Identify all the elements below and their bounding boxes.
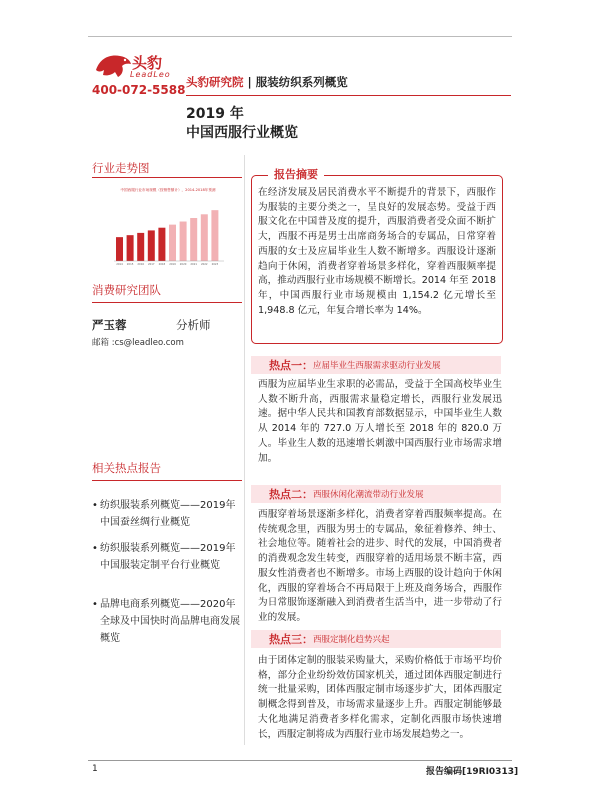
analyst-name: 严玉蓉: [92, 318, 127, 332]
report-year: 2019 年: [186, 106, 244, 122]
chart-tick-label: 2018: [158, 263, 166, 266]
chart-bar: [158, 228, 165, 261]
report-code: 报告编码[19RI0313]: [426, 767, 519, 777]
related-report-item[interactable]: [92, 596, 242, 648]
analyst-role: 分析师: [176, 318, 211, 332]
trend-chart: [92, 183, 232, 273]
header-sep: |: [247, 75, 252, 89]
chart-bar: [127, 235, 134, 261]
sidebar-rule: [92, 177, 242, 178]
page-number: 1: [92, 764, 98, 774]
chart-bar: [201, 214, 208, 261]
related-report-title[interactable]: 纺织服装系列概览——2019年中国服装定制平台行业概览: [100, 543, 236, 571]
hotspot-header: [251, 356, 501, 374]
hotspot-body: 由于团体定制的服装采购量大，采购价格低于市场平均价格，部分企业纷纷效仿国家机关，通过团体西服定制进行统一批量采购，团体西服定制市场逐步扩大，团体西服定制概念得到普及，市场需求量逐步上升。西服定制能够最大化地满足消费者多样化需求，定制化西服市场快速增长，西服定制将成为西服行业市场发展趋势之一。: [258, 655, 502, 740]
summary-label: 报告摘要: [268, 166, 324, 182]
bullet-icon: •: [92, 500, 98, 511]
header-org: 头豹研究院: [186, 75, 244, 89]
chart-bar: [211, 210, 218, 261]
header-line: [186, 74, 348, 90]
chart-tick-label: 2016: [137, 263, 145, 266]
related-report-title[interactable]: 品牌电商系列概览——2020年全球及中国快时尚品牌电商发展概览: [100, 599, 240, 644]
sidebar-team-label: 消费研究团队: [92, 283, 161, 297]
footer-rule: [88, 760, 512, 761]
column-divider: [244, 155, 245, 745]
hotspot-body: 西服为应届毕业生求职的必需品，受益于全国高校毕业生人数不断升高，西服需求量稳定增长，西服行业发展迅速。据中华人民共和国教育部数据显示，中国毕业生人数从 2014 年的 727.0 万人增长至 2018 年的 820.0 万人。毕业生人数的迅速增长刺激中国西服行业市场需求增加。: [258, 379, 502, 464]
hotspot-subtitle: 西服定制化趋势兴起: [313, 635, 390, 645]
hotspot-body: 西服穿着场景逐渐多样化，消费者穿着西服频率提高。在传统观念里，西服为男士的专属品，象征着修养、绅士、社会地位等。随着社会的进步、时代的发展，中国消费者的消费观念发生转变，西服穿着的适用场景不断丰富，西服女性消费者也不断增多。市场上西服的设计趋向于休闲化，西服的穿着场合不再局限于上班及商务场合，西服作为日常服饰逐渐融入到消费者生活当中，进一步带动了行业的发展。: [258, 509, 502, 623]
hotspot-header: [251, 485, 501, 503]
bullet-icon: •: [92, 599, 98, 610]
chart-tick-label: 2015: [126, 263, 134, 266]
hotspot-label: 热点一：: [269, 359, 313, 372]
hotspot-subtitle: 西服休闲化潮流带动行业发展: [313, 490, 424, 500]
top-rule: [88, 36, 512, 37]
hotspot-marker-icon: [255, 486, 267, 502]
chart-tick-label: 2022: [200, 263, 208, 266]
brand-phone: 400-072-5588: [92, 83, 186, 97]
chart-tick-label: 2019: [169, 263, 176, 266]
chart-bar: [148, 230, 155, 261]
chart-title: 中国西服行业市场规模（按销售额计），2014-2018年预测: [120, 188, 216, 192]
hotspot-marker-icon: [255, 357, 267, 373]
hotspot-label: 热点二：: [269, 488, 313, 501]
related-report-item[interactable]: [92, 497, 242, 533]
header-series: 服装纺织系列概览: [255, 75, 348, 89]
brand-sub: LeadLeo: [130, 70, 171, 79]
chart-tick-label: 2020: [179, 263, 187, 266]
sidebar-rule: [92, 302, 242, 303]
hotspot-marker-icon: [255, 631, 267, 647]
chart-bar: [169, 225, 176, 261]
chart-tick-label: 2023: [211, 263, 219, 266]
header-rule: [186, 95, 511, 96]
chart-bar: [180, 222, 187, 261]
summary-body: 在经济发展及居民消费水平不断提升的背景下，西服作为服装的主要分类之一，呈良好的发展态势。受益于西服文化在中国普及度的提升，西服消费者受众面不断扩大，西服不再是男士出席商务场合的专属品，日常穿着西服的女士及应届毕业生人数不断增多。西服设计逐渐趋向于休闲，消费者穿着场景多样化，穿着西服频率提高，推动西服行业市场规模不断增长。2014 年至 2018 年，中国西服行业市场规模由 1,154.2 亿元增长至 1,948.8 亿元，年复合增长率为 14%。: [258, 187, 496, 316]
sidebar-related-label: 相关热点报告: [92, 461, 161, 475]
sidebar-trend-label: 行业走势图: [92, 161, 150, 175]
sidebar-rule: [92, 480, 242, 481]
chart-bar: [116, 237, 123, 261]
analyst-email[interactable]: 邮箱 :cs@leadleo.com: [92, 338, 184, 348]
chart-tick-label: 2017: [147, 263, 155, 266]
hotspot-header: [251, 630, 501, 648]
brand-name: 头豹: [132, 54, 163, 72]
chart-tick-label: 2021: [190, 263, 198, 266]
chart-tick-label: 2014: [116, 263, 123, 266]
leopard-logo-icon: [94, 48, 132, 80]
chart-bar: [137, 233, 144, 261]
related-report-item[interactable]: [92, 540, 242, 592]
chart-bar: [190, 218, 197, 261]
bullet-icon: •: [92, 543, 98, 554]
related-report-title[interactable]: 纺织服装系列概览——2019年中国蚕丝绸行业概览: [100, 500, 236, 528]
hotspot-subtitle: 应届毕业生西服需求驱动行业发展: [313, 361, 441, 371]
report-title: 中国西服行业概览: [186, 125, 298, 141]
hotspot-label: 热点三：: [269, 633, 313, 646]
